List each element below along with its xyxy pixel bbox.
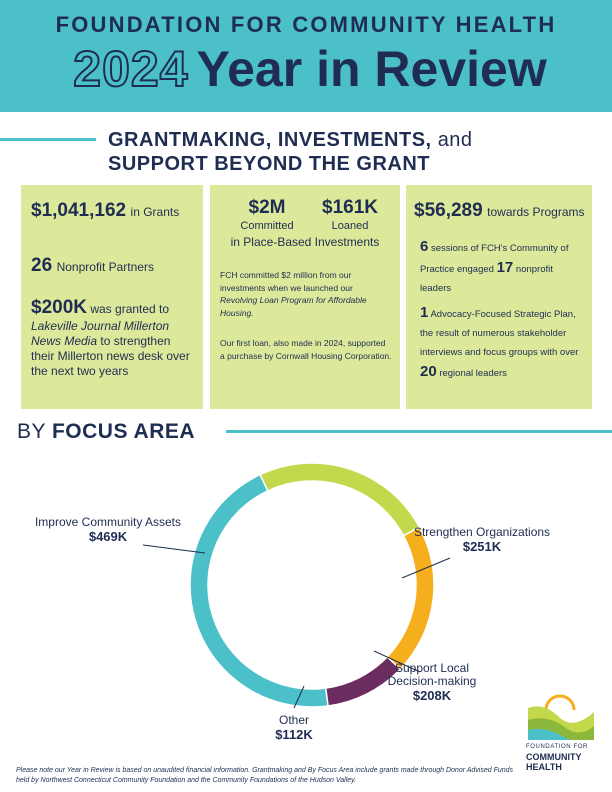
organization-name: FOUNDATION FOR COMMUNITY HEALTH: [55, 12, 557, 37]
sessions-count: 6: [420, 238, 429, 255]
slice-label-other: Other: [278, 713, 310, 727]
partners-stat: [31, 255, 154, 277]
logo-line2: COMMUNITY: [526, 752, 582, 762]
loan-program-name: Revolving Loan Program for Affordable Housing.: [220, 295, 367, 318]
grants-value: $1,041,162: [31, 200, 127, 221]
plan-count: 1: [420, 304, 429, 321]
loan-program-paragraph: [220, 269, 392, 319]
grant-highlight-recipient: Lakeville Journal Millerton News Media: [31, 319, 170, 348]
programs-value: $56,289: [414, 200, 483, 221]
regional-leaders-count: 20: [420, 363, 437, 380]
footnote: Please note our Year in Review is based on unaudited financial information. Grantmaking and By Focus Area include grants made through Donor Advised Funds held by Northwest Connecticut Community Foundation and the Community Foundations of the Hudson Valley.: [16, 767, 514, 784]
report-title-text: Year in Review: [196, 41, 547, 97]
donut-slice-strengthen-organizations: [260, 463, 419, 536]
slice-value-strengthen-organizations: $251K: [462, 539, 502, 554]
focus-area-by: BY: [17, 420, 46, 443]
grant-highlight-text-c: to strengthen their Millerton news desk over the next two years: [31, 334, 190, 378]
first-loan-paragraph: Our first loan, also made in 2024, supported a purchase by Cornwall Housing Corporation.: [220, 338, 392, 361]
leaders-count: 17: [496, 259, 514, 276]
programs-label: towards Programs: [487, 205, 585, 219]
regional-leaders-text: regional leaders: [439, 368, 507, 379]
grants-stat: [31, 200, 179, 222]
focus-area-donut-chart: [0, 450, 612, 760]
grant-highlight-value: $200K: [31, 297, 87, 318]
strategic-plan-paragraph: [420, 303, 586, 383]
grants-label: in Grants: [130, 205, 180, 219]
logo-mark-icon: [526, 688, 596, 742]
slice-value-support-local-decision-making: $208K: [412, 688, 452, 703]
section-title-and: and: [437, 129, 473, 151]
programs-card: [406, 185, 592, 409]
loaned-label: Loaned: [331, 220, 369, 232]
community-of-practice-paragraph: [420, 237, 586, 298]
committed-label: Committed: [240, 220, 294, 232]
plan-text: Advocacy-Focused Strategic Plan, the result of numerous stakeholder interviews and focus groups with over: [420, 309, 579, 358]
organization-logo: [526, 688, 596, 780]
logo-line1: FOUNDATION FOR: [526, 744, 588, 750]
focus-divider-line: [226, 430, 612, 433]
grant-highlight: [31, 297, 196, 379]
grant-highlight-text-a: was granted to: [90, 302, 170, 316]
logo-line2-3: [526, 752, 602, 772]
leaders-text: nonprofit leaders: [420, 264, 553, 294]
slice-value-other: $112K: [275, 727, 313, 742]
loaned-value: $161K: [322, 197, 378, 218]
report-title: [20, 40, 600, 98]
logo-line3: HEALTH: [526, 762, 562, 772]
partners-label: Nonprofit Partners: [56, 260, 154, 274]
section-divider-line: [0, 138, 96, 141]
committed-stat: [232, 197, 302, 232]
section-title-part-b: SUPPORT BEYOND THE GRANT: [108, 153, 431, 175]
programs-stat: [414, 200, 585, 222]
section-title-part-a: GRANTMAKING, INVESTMENTS,: [108, 129, 432, 151]
focus-area-title: FOCUS AREA: [51, 420, 196, 443]
report-year: 2024: [73, 41, 189, 97]
investments-card: [210, 185, 400, 409]
slice-label-support-local-decision-making: Decision-making: [387, 674, 477, 688]
header-banner: [0, 0, 612, 112]
slice-value-improve-community-assets: $469K: [88, 529, 128, 544]
loaned-stat: [310, 197, 390, 232]
donut-slice-improve-community-assets: [190, 475, 328, 707]
slice-label-support-local-decision-making: Support Local: [394, 661, 470, 675]
slice-label-improve-community-assets: Improve Community Assets: [34, 515, 182, 529]
loan-program-text: FCH committed $2 million from our investments when we launched our: [220, 270, 353, 293]
grants-card: [21, 185, 203, 409]
committed-value: $2M: [248, 197, 286, 218]
sessions-text: sessions of FCH's Community of Practice engaged: [420, 243, 569, 275]
section-title: [108, 128, 588, 176]
donut-slice-support-local-decision-making: [387, 527, 434, 669]
investments-subtitle: in Place-Based Investments: [230, 235, 380, 249]
partners-value: 26: [31, 255, 53, 276]
focus-area-heading: [17, 420, 195, 444]
slice-label-strengthen-organizations: Strengthen Organizations: [413, 525, 551, 539]
